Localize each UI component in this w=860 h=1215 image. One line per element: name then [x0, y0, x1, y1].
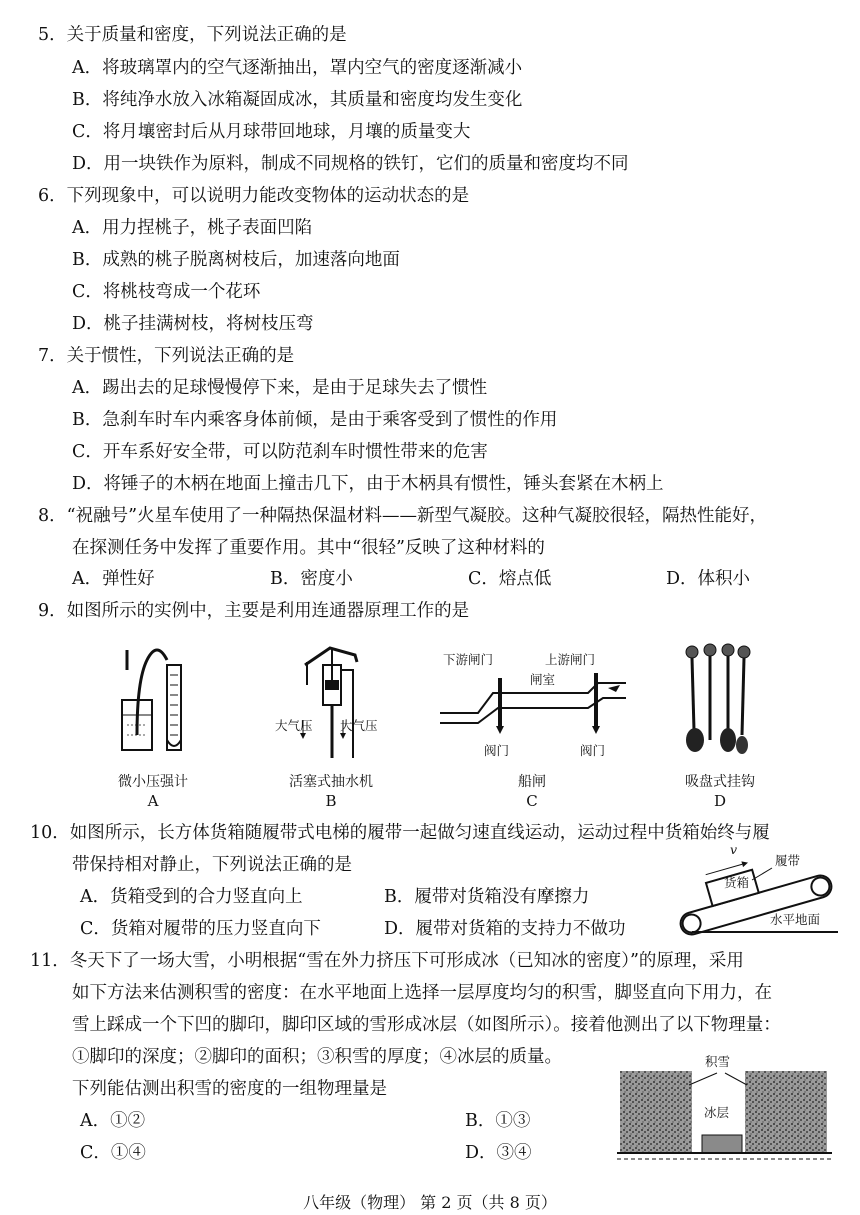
conveyor-belt-label: 履带	[775, 853, 801, 868]
q11-option-b: B．①③	[465, 1111, 531, 1131]
q10-option-c: C．货箱对履带的压力竖直向下	[80, 919, 321, 939]
fig-a-letter: A	[147, 792, 159, 810]
q11-stem: 11．冬天下了一场大雪，小明根据“雪在外力挤压下可形成冰（已知冰的密度）”的原理，采用	[30, 951, 744, 971]
fig-c-label-valve-left: 阀门	[484, 743, 510, 758]
suction-hook-figure	[680, 640, 760, 760]
fig-a-caption: 微小压强计	[118, 774, 188, 790]
q10-stem-cont: 带保持相对静止，下列说法正确的是	[72, 855, 352, 875]
q11-stem-cont2: 雪上踩成一个下凹的脚印，脚印区域的雪形成冰层（如图所示）。接着他测出了以下物理量：	[72, 1015, 781, 1035]
piston-pump-figure	[285, 640, 385, 760]
q6-option-a: A．用力捏桃子，桃子表面凹陷	[72, 218, 313, 238]
fig-d-caption: 吸盘式挂钩	[685, 774, 755, 790]
fig-b-label-left: 大气压	[275, 718, 313, 733]
q8-stem: 8．“祝融号”火星车使用了一种隔热保温材料——新型气凝胶。这种气凝胶很轻，隔热性能好，	[38, 506, 768, 526]
q7-option-a: A．踢出去的足球慢慢停下来，是由于足球失去了惯性	[72, 378, 488, 398]
q8-option-a: A．弹性好	[72, 569, 155, 589]
q5-option-c: C．将月壤密封后从月球带回地球，月壤的质量变大	[72, 122, 471, 142]
pressure-gauge-figure	[112, 640, 192, 760]
q7-option-d: D．将锤子的木柄在地面上撞击几下，由于木柄具有惯性，锤头套紧在木柄上	[72, 474, 664, 494]
conveyor-box-label: 货箱	[724, 875, 750, 890]
fig-b-letter: B	[325, 792, 337, 810]
q7-stem: 7．关于惯性，下列说法正确的是	[38, 346, 295, 366]
ice-layer-label: 冰层	[704, 1105, 730, 1120]
q8-option-d: D．体积小	[666, 569, 751, 589]
q10-option-b: B．履带对货箱没有摩擦力	[384, 887, 590, 907]
q8-option-b: B．密度小	[270, 569, 353, 589]
q9-stem: 9．如图所示的实例中，主要是利用连通器原理工作的是	[38, 601, 470, 621]
q10-option-a: A．货箱受到的合力竖直向上	[80, 887, 303, 907]
conveyor-velocity-label: v	[730, 842, 738, 857]
q10-option-d: D．履带对货箱的支持力不做功	[384, 919, 626, 939]
q11-option-d: D．③④	[465, 1143, 532, 1163]
q5-option-b: B．将纯净水放入冰箱凝固成冰，其质量和密度均发生变化	[72, 90, 523, 110]
fig-c-caption: 船闸	[518, 774, 546, 790]
q11-stem-cont1: 如下方法来估测积雪的密度：在水平地面上选择一层厚度均匀的积雪，脚竖直向下用力，在	[72, 983, 772, 1003]
fig-c-label-downstream: 下游闸门	[443, 652, 494, 667]
q6-option-d: D．桃子挂满树枝，将树枝压弯	[72, 314, 314, 334]
fig-c-label-chamber: 闸室	[530, 672, 556, 687]
q5-stem: 5．关于质量和密度，下列说法正确的是	[38, 25, 347, 45]
fig-c-letter: C	[526, 792, 538, 810]
q11-stem-cont3: ①脚印的深度；②脚印的面积；③积雪的厚度；④冰层的质量。	[72, 1047, 562, 1067]
q6-option-c: C．将桃枝弯成一个花环	[72, 282, 261, 302]
q6-option-b: B．成熟的桃子脱离树枝后，加速落向地面	[72, 250, 400, 270]
snow-label: 积雪	[705, 1054, 731, 1069]
q5-option-a: A．将玻璃罩内的空气逐渐抽出，罩内空气的密度逐渐减小	[72, 58, 523, 78]
q10-stem: 10．如图所示，长方体货箱随履带式电梯的履带一起做匀速直线运动，运动过程中货箱始终与履	[30, 823, 770, 843]
q11-option-c: C．①④	[80, 1143, 146, 1163]
fig-c-label-valve-right: 阀门	[580, 743, 606, 758]
q7-option-c: C．开车系好安全带，可以防范刹车时惯性带来的危害	[72, 442, 488, 462]
fig-b-label-right: 大气压	[340, 718, 378, 733]
q8-option-c: C．熔点低	[468, 569, 552, 589]
q7-option-b: B．急刹车时车内乘客身体前倾，是由于乘客受到了惯性的作用	[72, 410, 558, 430]
q8-stem-cont: 在探测任务中发挥了重要作用。其中“很轻”反映了这种材料的	[72, 538, 545, 558]
fig-c-label-upstream: 上游闸门	[545, 652, 596, 667]
q11-stem-cont4: 下列能估测出积雪的密度的一组物理量是	[72, 1079, 387, 1099]
q6-stem: 6．下列现象中，可以说明力能改变物体的运动状态的是	[38, 186, 470, 206]
q11-option-a: A．①②	[80, 1111, 146, 1131]
q5-option-d: D．用一块铁作为原料，制成不同规格的铁钉，它们的质量和密度均不同	[72, 154, 629, 174]
page-footer: 八年级（物理） 第 2 页（共 8 页）	[303, 1193, 557, 1212]
fig-d-letter: D	[713, 792, 727, 810]
fig-b-caption: 活塞式抽水机	[289, 774, 373, 790]
conveyor-ground-label: 水平地面	[770, 912, 821, 927]
